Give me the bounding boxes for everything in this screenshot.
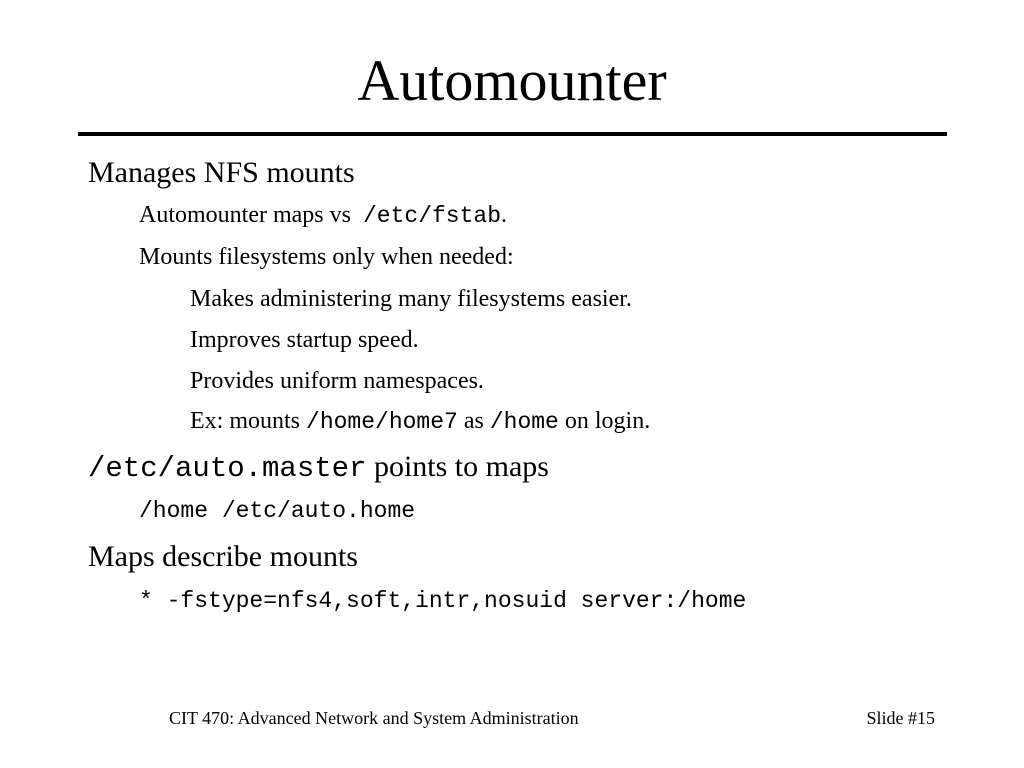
code-etc-fstab: /etc/fstab bbox=[362, 203, 502, 229]
bullet-maps-describe: Maps describe mounts bbox=[88, 540, 358, 573]
code-home: /home bbox=[489, 409, 559, 435]
code-home-home7: /home/home7 bbox=[306, 409, 458, 435]
bullet-automounter-maps: Automounter maps vs /etc/fstab. bbox=[139, 202, 508, 229]
bullet-manages-nfs: Manages NFS mounts bbox=[88, 156, 355, 189]
bullet-uniform-namespaces: Provides uniform namespaces. bbox=[190, 368, 484, 394]
bullet-mounts-when-needed: Mounts filesystems only when needed: bbox=[139, 244, 514, 270]
footer-slide-number: Slide #15 bbox=[866, 708, 935, 728]
code-auto-master: /etc/auto.master bbox=[88, 452, 367, 485]
bullet-fstype-line bbox=[139, 585, 746, 616]
bullet-example-home: Ex: mounts /home/home7 as /home on login. bbox=[190, 408, 651, 435]
bullet-startup-speed: Improves startup speed. bbox=[190, 327, 419, 353]
code-fstype: * -fstype=nfs4,soft,intr,nosuid server:/home bbox=[139, 588, 747, 614]
bullet-administering: Makes administering many filesystems easier. bbox=[190, 286, 632, 312]
code-home-auto-home: /home /etc/auto.home bbox=[139, 498, 416, 524]
bullet-auto-master: /etc/auto.master points to maps bbox=[88, 450, 549, 485]
title-rule bbox=[78, 132, 947, 136]
slide-title: Automounter bbox=[357, 48, 667, 113]
bullet-home-auto-home bbox=[139, 495, 415, 526]
footer-course: CIT 470: Advanced Network and System Administration bbox=[169, 708, 579, 728]
